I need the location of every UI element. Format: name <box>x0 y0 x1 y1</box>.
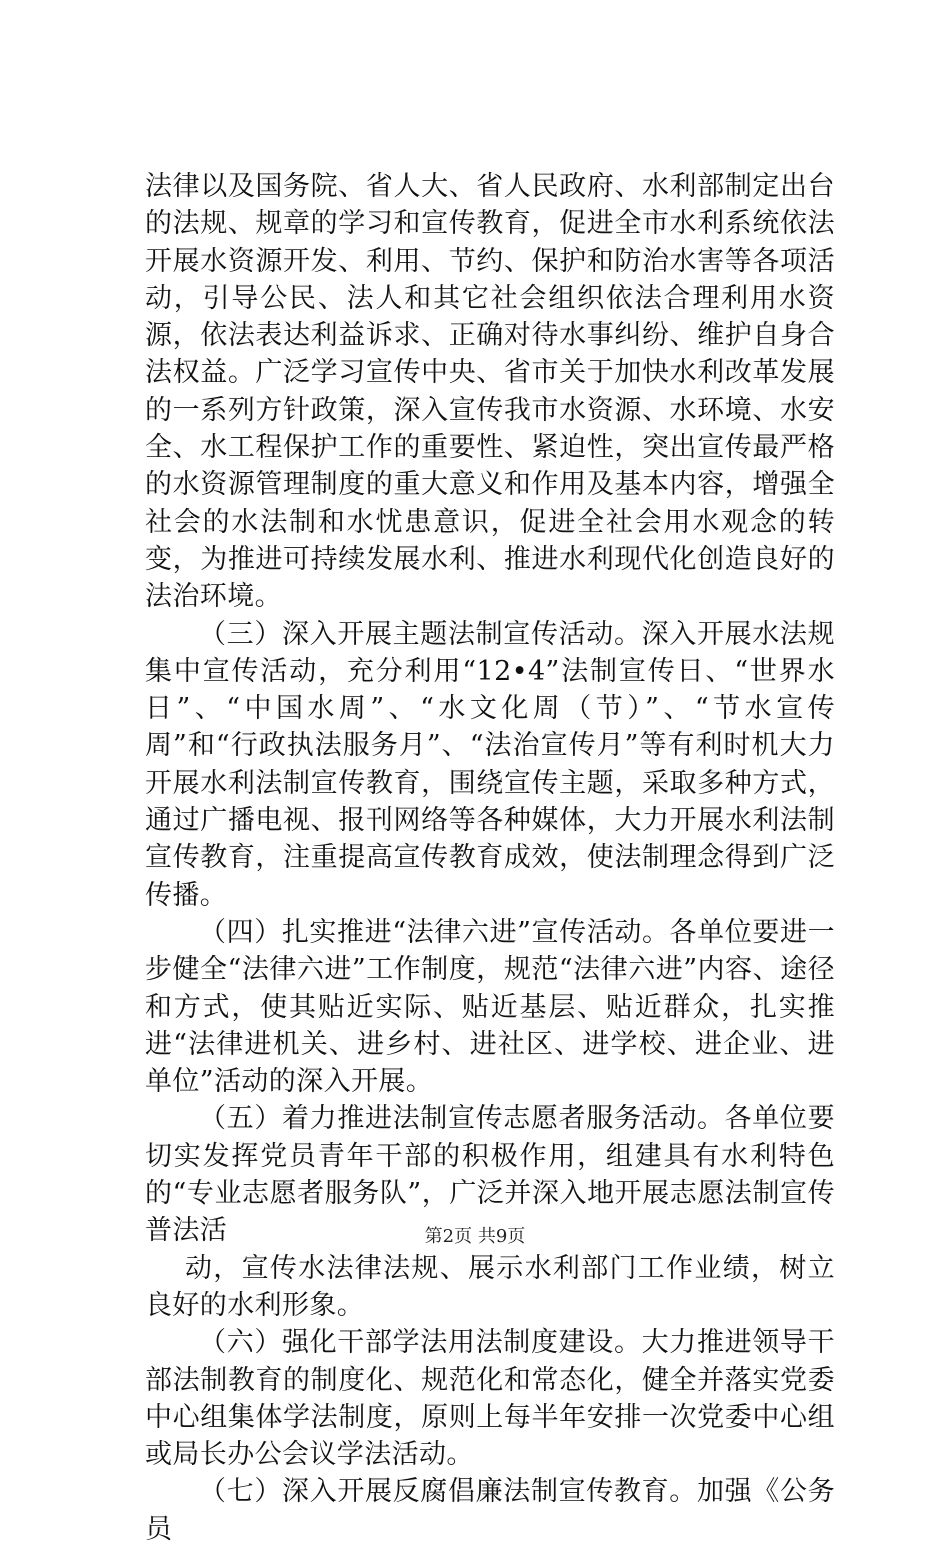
page-number-footer: 第2页 共9页 <box>424 1226 526 1247</box>
document-body <box>145 168 835 1548</box>
paragraph-section-4: （四）扎实推进“法律六进”宣传活动。各单位要进一步健全“法律六进”工作制度，规范“法律六进”内容、途径和方式，使其贴近实际、贴近基层、贴近群众，扎实推进“法律进机关、进乡村、进社区、进学校、进企业、进单位”活动的深入开展。 <box>145 916 835 1098</box>
paragraph-section-5: （五）着力推进法制宣传志愿者服务活动。各单位要切实发挥党员青年干部的积极作用，组建具有水利特色的“专业志愿者服务队”，广泛并深入地开展志愿法制宣传普法活 <box>145 1103 835 1247</box>
paragraph-section-5-continued: 动，宣传水法律法规、展示水利部门工作业绩，树立良好的水利形象。 <box>145 1252 835 1321</box>
paragraph-section-3: （三）深入开展主题法制宣传活动。深入开展水法规集中宣传活动，充分利用“12•4”法制宣传日、“世界水日”、“中国水周”、“水文化周（节）”、“节水宣传周”和“行政执法服务月”、“法治宣传月”等有利时机大力开展水利法制宣传教育，围绕宣传主题，采取多种方式，通过广播电视、报刊网络等各种媒体，大力开展水利法制宣传教育，注重提高宣传教育成效，使法制理念得到广泛传播。 <box>145 618 835 911</box>
paragraph-continuation: 法律以及国务院、省人大、省人民政府、水利部制定出台的法规、规章的学习和宣传教育，促进全市水利系统依法开展水资源开发、利用、节约、保护和防治水害等各项活动，引导公民、法人和其它社会组织依法合理利用水资源，依法表达利益诉求、正确对待水事纠纷、维护自身合法权益。广泛学习宣传中央、省市关于加快水利改革发展的一系列方针政策，深入宣传我市水资源、水环境、水安全、水工程保护工作的重要性、紧迫性，突出宣传最严格的水资源管理制度的重大意义和作用及基本内容，增强全社会的水法制和水忧患意识，促进全社会用水观念的转变，为推进可持续发展水利、推进水利现代化创造良好的法治环境。 <box>145 171 835 613</box>
paragraph-section-6: （六）强化干部学法用法制度建设。大力推进领导干部法制教育的制度化、规范化和常态化，健全并落实党委中心组集体学法制度，原则上每半年安排一次党委中心组或局长办公会议学法活动。 <box>145 1327 835 1471</box>
paragraph-section-7: （七）深入开展反腐倡廉法制宣传教育。加强《公务员 <box>145 1476 835 1545</box>
